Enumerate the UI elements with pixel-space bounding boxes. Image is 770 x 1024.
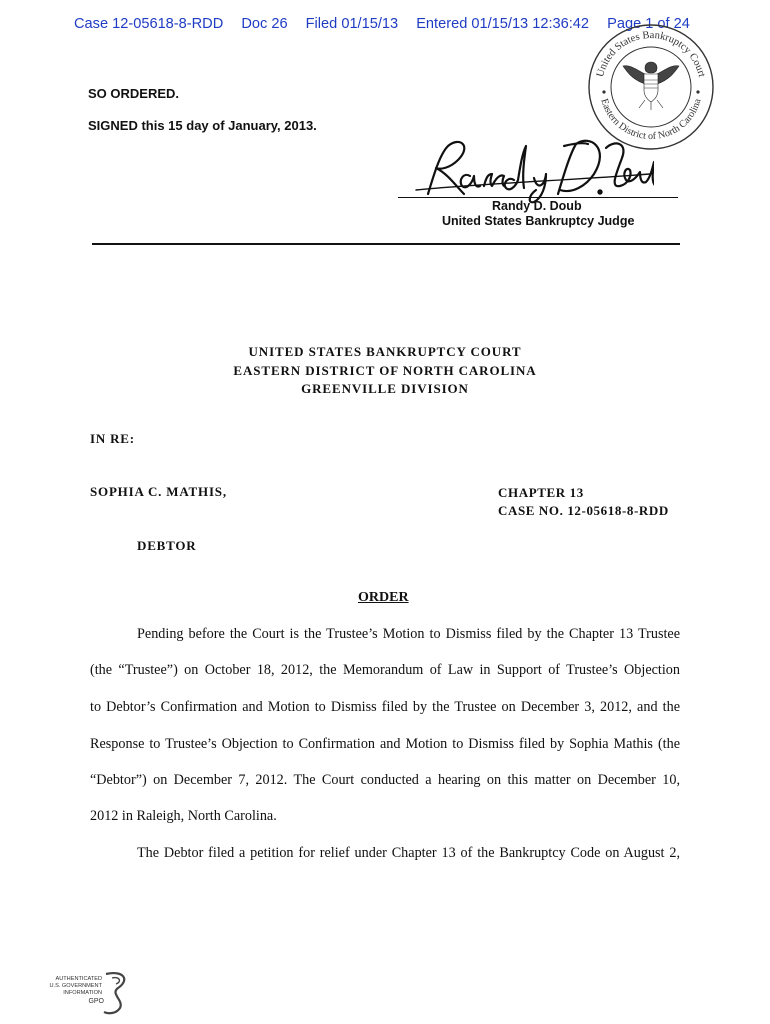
body-line-1: Pending before the Court is the Trustee’s Motion to Dismiss filed by the Chapter 13 Trustee [137,626,680,642]
court-division: GREENVILLE DIVISION [301,381,469,396]
court-heading [170,343,600,399]
svg-text:U.S. GOVERNMENT: U.S. GOVERNMENT [49,983,102,989]
gpo-authentication-logo-icon [44,970,134,1018]
stamp-case-number: Case 12-05618-8-RDD [74,16,224,32]
section-divider [92,243,680,245]
court-district: EASTERN DISTRICT OF NORTH CAROLINA [233,362,537,378]
stamp-entered-date: Entered 01/15/13 12:36:42 [416,16,590,32]
stamp-filed-date: Filed 01/15/13 [305,16,399,32]
body-line-3: to Debtor’s Confirmation and Motion to Dismiss filed by the Trustee on December 3, 2012, and the [90,699,680,715]
body-line-5: “Debtor”) on December 7, 2012. The Court conducted a hearing on this matter on December 10, [90,772,680,788]
court-name: UNITED STATES BANKRUPTCY COURT [248,344,522,359]
body-line-4: Response to Trustee’s Objection to Confirmation and Motion to Dismiss filed by Sophia Mathis (the [90,736,680,752]
body-line-6: 2012 in Raleigh, North Carolina. [90,808,277,824]
signature-line [398,197,678,198]
chapter-label: CHAPTER 13 [498,485,584,500]
svg-text:AUTHENTICATED: AUTHENTICATED [55,976,102,982]
judge-title: United States Bankruptcy Judge [442,214,635,228]
judge-name: Randy D. Doub [492,199,582,213]
judge-signature-icon [414,134,654,206]
case-info [498,484,669,520]
case-number: CASE NO. 12-05618-8-RDD [498,503,669,518]
so-ordered-label: SO ORDERED. [88,86,180,101]
stamp-page-count: Page 1 of 24 [607,16,690,32]
svg-text:United States Bankruptcy Court: United States Bankruptcy Court [595,29,707,79]
order-title: ORDER [358,590,409,605]
svg-text:GPO: GPO [88,998,104,1005]
body-line-7: The Debtor filed a petition for relief under Chapter 13 of the Bankruptcy Code on August 2, [137,845,680,861]
stamp-doc-number: Doc 26 [241,16,288,32]
court-seal-icon [586,22,716,152]
svg-text:Eastern District of North Caro: Eastern District of North Carolina [598,97,704,143]
signed-date-line: SIGNED this 15 day of January, 2013. [88,118,317,133]
debtor-label: DEBTOR [137,538,197,553]
in-re-label: IN RE: [90,431,135,446]
svg-text:INFORMATION: INFORMATION [63,990,102,996]
debtor-name: SOPHIA C. MATHIS, [90,484,227,499]
body-line-2: (the “Trustee”) on October 18, 2012, the Memorandum of Law in Support of Trustee’s Objection [90,662,680,678]
